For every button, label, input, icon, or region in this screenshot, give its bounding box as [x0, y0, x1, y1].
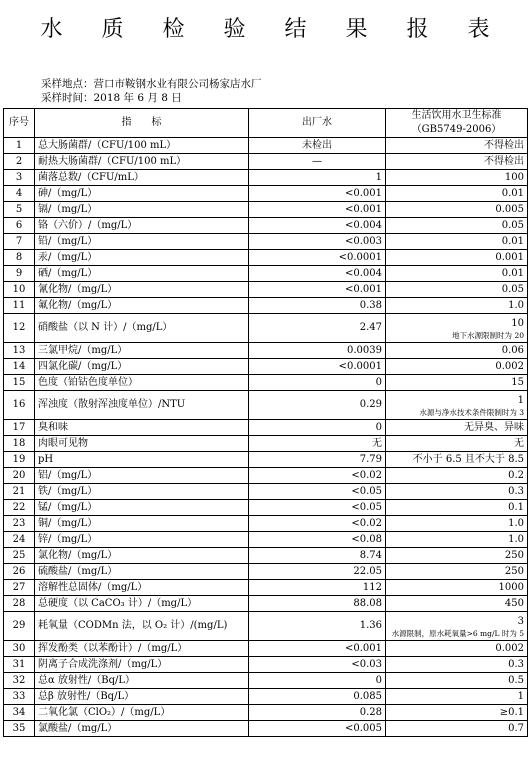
header-standard-code: （GB5749-2006）: [411, 124, 502, 135]
table-row: [4, 202, 528, 218]
row-number: 11: [4, 298, 35, 314]
indicator-name: 挥发酚类（以苯酚计）/（mg/L）: [35, 641, 249, 657]
table-row: [4, 500, 528, 516]
table-row: [4, 596, 528, 612]
row-number: 24: [4, 532, 35, 548]
water-quality-table: [3, 108, 528, 737]
row-number: 18: [4, 436, 35, 452]
standard-limit: 无异臭、异味: [386, 420, 528, 436]
standard-limit: 0.005: [386, 202, 528, 218]
outlet-value: <0.004: [249, 266, 386, 282]
table-body: [4, 138, 528, 737]
indicator-name: 铅/（mg/L）: [35, 234, 249, 250]
outlet-value: <0.001: [249, 282, 386, 298]
outlet-value: <0.001: [249, 186, 386, 202]
table-row: [4, 436, 528, 452]
standard-limit: 0.01: [386, 186, 528, 202]
standard-limit-note: 水源限制，原水耗氧量>6 mg/L 时为 5: [391, 628, 524, 638]
outlet-value: <0.05: [249, 500, 386, 516]
table-row: [4, 234, 528, 250]
standard-limit: 0.05: [386, 218, 528, 234]
row-number: 29: [4, 612, 35, 641]
outlet-value: <0.001: [249, 202, 386, 218]
row-number: 25: [4, 548, 35, 564]
standard-limit: 0.1: [386, 500, 528, 516]
outlet-value: 0.0039: [249, 343, 386, 359]
standard-limit: 0.7: [386, 721, 528, 737]
row-number: 7: [4, 234, 35, 250]
row-number: 1: [4, 138, 35, 154]
row-number: 32: [4, 673, 35, 689]
outlet-value: <0.03: [249, 657, 386, 673]
standard-limit: 1.0: [386, 298, 528, 314]
standard-limit: 0.5: [386, 673, 528, 689]
outlet-value: 8.74: [249, 548, 386, 564]
row-number: 27: [4, 580, 35, 596]
row-number: 5: [4, 202, 35, 218]
row-number: 8: [4, 250, 35, 266]
indicator-name: 硫酸盐/（mg/L）: [35, 564, 249, 580]
row-number: 31: [4, 657, 35, 673]
indicator-name: 镉/（mg/L）: [35, 202, 249, 218]
standard-limit: 不得检出: [386, 138, 528, 154]
outlet-value: 1.36: [249, 612, 386, 641]
row-number: 9: [4, 266, 35, 282]
standard-limit: 0.3: [386, 484, 528, 500]
row-number: 21: [4, 484, 35, 500]
standard-limit-value: 1: [517, 394, 524, 406]
standard-limit: 0.05: [386, 282, 528, 298]
standard-limit-note: 地下水源限制时为 20: [452, 330, 524, 340]
outlet-value: —: [249, 154, 386, 170]
table-row: [4, 564, 528, 580]
indicator-name: 总大肠菌群/（CFU/100 mL）: [35, 138, 249, 154]
indicator-name: 臭和味: [35, 420, 249, 436]
row-number: 3: [4, 170, 35, 186]
standard-limit: [386, 612, 528, 641]
standard-limit: 0.002: [386, 359, 528, 375]
table-row: [4, 673, 528, 689]
table-row: [4, 138, 528, 154]
outlet-value: <0.05: [249, 484, 386, 500]
indicator-name: 铬（六价）/（mg/L）: [35, 218, 249, 234]
indicator-name: 溶解性总固体/（mg/L）: [35, 580, 249, 596]
standard-limit: 0.002: [386, 641, 528, 657]
standard-limit: 100: [386, 170, 528, 186]
table-header-row: [4, 109, 528, 138]
row-number: 20: [4, 468, 35, 484]
row-number: 14: [4, 359, 35, 375]
standard-limit: 1.0: [386, 532, 528, 548]
row-number: 17: [4, 420, 35, 436]
indicator-name: 氯化物/（mg/L）: [35, 548, 249, 564]
indicator-name: 铝/（mg/L）: [35, 468, 249, 484]
table-row: [4, 154, 528, 170]
row-number: 12: [4, 314, 35, 343]
standard-limit: 不得检出: [386, 154, 528, 170]
outlet-value: <0.005: [249, 721, 386, 737]
indicator-name: 汞/（mg/L）: [35, 250, 249, 266]
outlet-value: <0.08: [249, 532, 386, 548]
standard-limit: 0.001: [386, 250, 528, 266]
sampling-location: 采样地点：营口市鞍钢水业有限公司杨家店水厂: [41, 78, 262, 90]
outlet-value: 0.29: [249, 391, 386, 420]
standard-limit: 1: [386, 689, 528, 705]
standard-limit: 0.3: [386, 657, 528, 673]
table-row: [4, 657, 528, 673]
table-row: [4, 452, 528, 468]
table-row: [4, 689, 528, 705]
indicator-name: 浑浊度（散射浑浊度单位）/NTU: [35, 391, 249, 420]
header-standard-title: 生活饮用水卫生标准: [411, 110, 502, 121]
outlet-value: <0.02: [249, 468, 386, 484]
table-row: [4, 343, 528, 359]
indicator-name: 砷/（mg/L）: [35, 186, 249, 202]
outlet-value: 0: [249, 673, 386, 689]
outlet-value: <0.001: [249, 641, 386, 657]
row-number: 23: [4, 516, 35, 532]
table-row: [4, 612, 528, 641]
indicator-name: 总α 放射性/（Bq/L）: [35, 673, 249, 689]
standard-limit: [386, 391, 528, 420]
indicator-name: 硒/（mg/L）: [35, 266, 249, 282]
outlet-value: 0.28: [249, 705, 386, 721]
standard-limit: 250: [386, 564, 528, 580]
indicator-name: 氰化物/（mg/L）: [35, 282, 249, 298]
indicator-name: 硝酸盐（以 N 计）/（mg/L）: [35, 314, 249, 343]
header-standard: [386, 109, 528, 138]
row-number: 2: [4, 154, 35, 170]
table-row: [4, 170, 528, 186]
standard-limit: 0.06: [386, 343, 528, 359]
standard-limit: 0.01: [386, 266, 528, 282]
table-row: [4, 420, 528, 436]
table-row: [4, 641, 528, 657]
indicator-name: 阴离子合成洗涤剂/（mg/L）: [35, 657, 249, 673]
outlet-value: 0: [249, 375, 386, 391]
outlet-value: 0.38: [249, 298, 386, 314]
table-row: [4, 282, 528, 298]
outlet-value: <0.004: [249, 218, 386, 234]
row-number: 33: [4, 689, 35, 705]
row-number: 10: [4, 282, 35, 298]
standard-limit: 15: [386, 375, 528, 391]
standard-limit: 450: [386, 596, 528, 612]
table-row: [4, 359, 528, 375]
table-row: [4, 705, 528, 721]
table-row: [4, 580, 528, 596]
table-row: [4, 314, 528, 343]
outlet-value: <0.0001: [249, 250, 386, 266]
standard-limit: 不小于 6.5 且不大于 8.5: [386, 452, 528, 468]
indicator-name: 耐热大肠菌群/（CFU/100 mL）: [35, 154, 249, 170]
outlet-value: <0.02: [249, 516, 386, 532]
sampling-date: 采样时间：2018 年 6 月 8 日: [41, 92, 182, 104]
indicator-name: 色度（铂钴色度单位）: [35, 375, 249, 391]
indicator-name: 二氧化氯（ClO₂）/（mg/L）: [35, 705, 249, 721]
row-number: 16: [4, 391, 35, 420]
row-number: 13: [4, 343, 35, 359]
report-title: 水 质 检 验 结 果 报 表: [40, 17, 506, 42]
row-number: 35: [4, 721, 35, 737]
outlet-value: 0: [249, 420, 386, 436]
table-row: [4, 516, 528, 532]
standard-limit: 无: [386, 436, 528, 452]
standard-limit: 250: [386, 548, 528, 564]
header-outlet-water: 出厂水: [249, 109, 386, 138]
outlet-value: 88.08: [249, 596, 386, 612]
standard-limit: ≥0.1: [386, 705, 528, 721]
row-number: 19: [4, 452, 35, 468]
outlet-value: <0.003: [249, 234, 386, 250]
table-row: [4, 186, 528, 202]
standard-limit: 1.0: [386, 516, 528, 532]
outlet-value: 0.085: [249, 689, 386, 705]
indicator-name: 铜/（mg/L）: [35, 516, 249, 532]
indicator-name: 锰/（mg/L）: [35, 500, 249, 516]
header-item: 指 标: [35, 109, 249, 138]
table-row: [4, 218, 528, 234]
row-number: 28: [4, 596, 35, 612]
indicator-name: 总硬度（以 CaCO₃ 计）/（mg/L）: [35, 596, 249, 612]
row-number: 22: [4, 500, 35, 516]
outlet-value: 22.05: [249, 564, 386, 580]
row-number: 15: [4, 375, 35, 391]
table-row: [4, 298, 528, 314]
table-row: [4, 532, 528, 548]
header-no: 序号: [4, 109, 35, 138]
table-row: [4, 468, 528, 484]
standard-limit: 0.2: [386, 468, 528, 484]
table-row: [4, 548, 528, 564]
standard-limit: [386, 314, 528, 343]
outlet-value: 无: [249, 436, 386, 452]
indicator-name: 三氯甲烷/（mg/L）: [35, 343, 249, 359]
indicator-name: 菌落总数/（CFU/mL）: [35, 170, 249, 186]
row-number: 4: [4, 186, 35, 202]
outlet-value: 1: [249, 170, 386, 186]
row-number: 6: [4, 218, 35, 234]
indicator-name: 锌/（mg/L）: [35, 532, 249, 548]
indicator-name: 肉眼可见物: [35, 436, 249, 452]
row-number: 34: [4, 705, 35, 721]
indicator-name: 四氯化碳/（mg/L）: [35, 359, 249, 375]
outlet-value: 7.79: [249, 452, 386, 468]
table-row: [4, 721, 528, 737]
table-row: [4, 391, 528, 420]
indicator-name: 氯酸盐/（mg/L）: [35, 721, 249, 737]
indicator-name: pH: [35, 452, 249, 468]
standard-limit: 1000: [386, 580, 528, 596]
table-row: [4, 375, 528, 391]
table-row: [4, 484, 528, 500]
table-row: [4, 266, 528, 282]
standard-limit-note: 水源与净水技术条件限制时为 3: [419, 407, 524, 417]
indicator-name: 总β 放射性/（Bq/L）: [35, 689, 249, 705]
outlet-value: 112: [249, 580, 386, 596]
standard-limit-value: 3: [517, 615, 524, 627]
outlet-value: <0.0001: [249, 359, 386, 375]
standard-limit: 0.01: [386, 234, 528, 250]
indicator-name: 铁/（mg/L）: [35, 484, 249, 500]
indicator-name: 耗氧量（CODMn 法，以 O₂ 计）/(mg/L): [35, 612, 249, 641]
row-number: 26: [4, 564, 35, 580]
table-row: [4, 250, 528, 266]
standard-limit-value: 10: [511, 317, 524, 329]
indicator-name: 氟化物/（mg/L）: [35, 298, 249, 314]
outlet-value: 2.47: [249, 314, 386, 343]
outlet-value: 未检出: [249, 138, 386, 154]
row-number: 30: [4, 641, 35, 657]
